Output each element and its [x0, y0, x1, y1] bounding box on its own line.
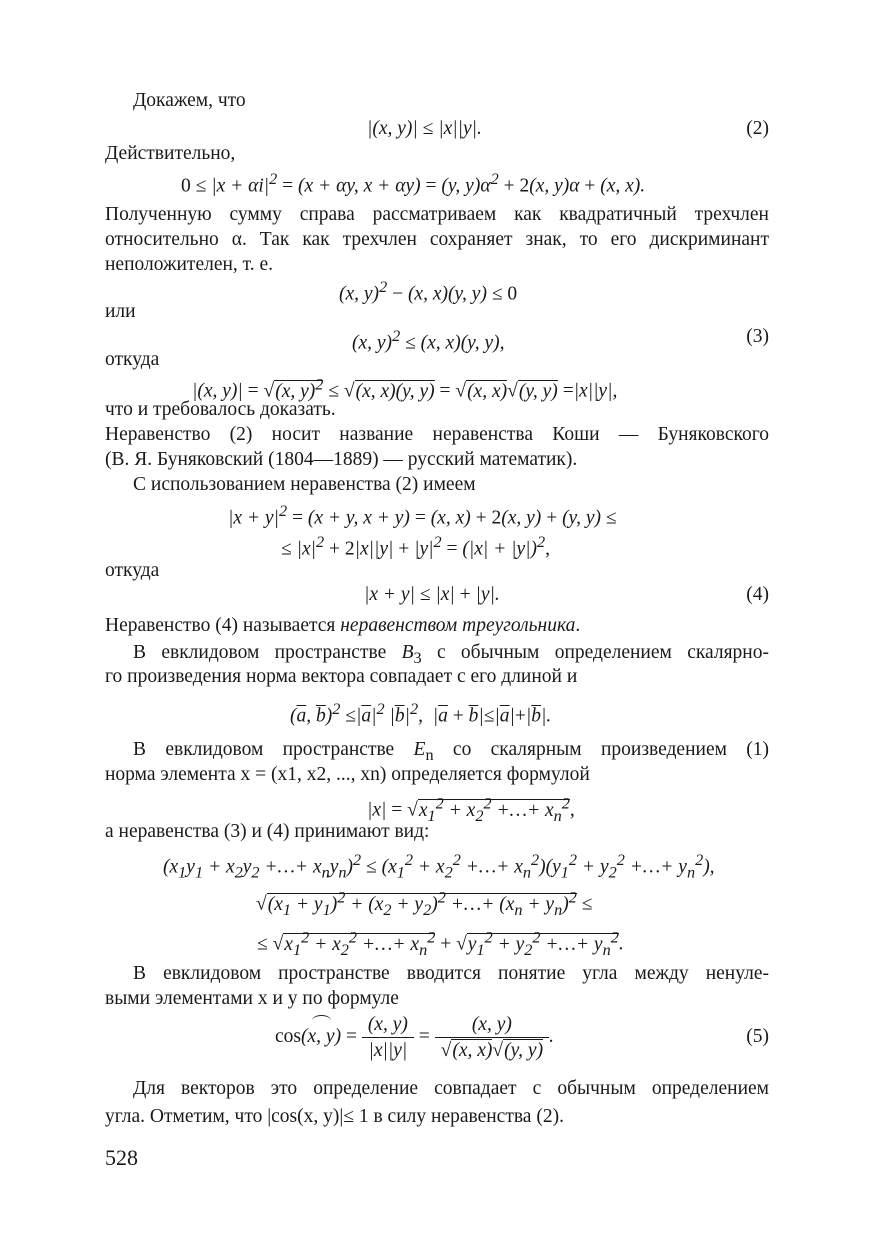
- text-line: В евклидовом пространстве $B_3$ с обычным определением скалярно-: [133, 642, 769, 667]
- text-line: откуда: [105, 560, 160, 581]
- formula-euclidean-norm: $|x| = √x_1^2 + x_2^2$ +…+ $x_n^2$,: [367, 794, 575, 825]
- text-line: С использованием неравенства (2) имеем: [133, 474, 476, 495]
- formula-angle-cosine: cos(x, y) = $\frac{(x, y)}{|x||y|}$ = $\frac{(x, y)}{√(x, x)√(y, y)}$ .: [275, 1014, 554, 1061]
- text-line: Неравенство (2) носит название неравенства Коши — Буняковского: [105, 424, 769, 445]
- text-line: что и требовалось доказать.: [105, 399, 336, 420]
- text-line: В евклидовом пространстве вводится понятие угла между ненуле-: [133, 963, 769, 984]
- text-line: го произведения норма вектора совпадает с его длиной и: [105, 666, 578, 687]
- text-line: или: [105, 301, 136, 322]
- formula-inequality-3: (x, y)$^2$ ≤ (x, x)(y, y),: [352, 327, 505, 354]
- formula-triangle-coordinates-2: ≤ $√x_1^2 + x_2^2$ +…+ $x_n^2 + √y_1^2 + y_2^2$ +…+ $y_n^2$.: [257, 928, 624, 959]
- text-line: а неравенства (3) и (4) принимают вид:: [105, 821, 430, 842]
- equation-number: (4): [746, 584, 769, 605]
- formula-sum-norm-2: ≤ $|x|^2 + 2|x||y| + |y|^2 = (|x| + |y|)^2$,: [281, 533, 551, 560]
- formula-norm-expansion: $0 \le |x + \alpha i|^2 = (x + \alpha y$, x + αy) = (y, $y)\alpha^2 + 2(x$, y)α + (x, x).: [181, 170, 646, 197]
- text-line: неположителен, т. е.: [105, 254, 274, 275]
- page-number: 528: [105, 1145, 138, 1170]
- text-line: норма элемента x = (x1, x2, ..., xn) определяется формулой: [105, 764, 590, 785]
- text-line: В евклидовом пространстве $E_n$ со скалярным произведением (1): [133, 739, 770, 764]
- formula-sqrt-chain: |(x, y)| = √(x, y)$^2$ ≤ √(x, x)(y, y) = √(x, x)√(y, y) =|x||y|,: [192, 375, 618, 402]
- formula-triangle-coordinates-1: $√(x_1 + y_1)^2 + (x_2 + y_2)^2$ +…+ $(x_n + y_n)^2$ ≤: [256, 888, 593, 919]
- text-line: Неравенство (4) называется неравенством треугольника.: [105, 615, 581, 636]
- text-line: относительно α. Так как трехчлен сохраняет знак, то его дискриминант: [105, 229, 769, 250]
- text-line: Действительно,: [105, 143, 236, 164]
- formula-cauchy-coordinates: ($x_1y_1 + x_2y_2$ +…+ $x_ny_n)^2 \le (x_1^2 + x_2^2$ +…+ $x_n^2)(y_1^2 + y_2^2$ +…+ $y_n^2$),: [163, 851, 715, 882]
- equation-number: (5): [746, 1026, 769, 1047]
- formula-vector-inequalities: ($\overline{a}$, $\overline{b})^2 \le|\overline{a}|^2$ $|\overline{b}|^2$, $|\overline{a} + \overline{b}|\le|\overline{a}|+|\overline{b}|$.: [290, 700, 552, 727]
- equation-number: (3): [746, 326, 769, 347]
- text-line: откуда: [105, 349, 160, 370]
- text-line: угла. Отметим, что |cos(x, y)|≤ 1 в силу неравенства (2).: [105, 1106, 564, 1127]
- formula-cauchy-inequality: |(x, y)| ≤ |x||y|.: [367, 118, 482, 139]
- text-line: Для векторов это определение совпадает с обычным определением: [133, 1078, 769, 1099]
- formula-triangle-inequality: |x + y| ≤ |x| + |y|.: [364, 584, 500, 605]
- text-line: Докажем, что: [133, 90, 246, 111]
- text-line: (В. Я. Буняковский (1804—1889) — русский математик).: [105, 449, 578, 470]
- equation-number: (2): [746, 118, 769, 139]
- formula-sum-norm-1: $|x + y|^2 = (x + y$, x + y) = (x, x) + 2(x, y) + (y, y) ≤: [228, 502, 617, 529]
- formula-discriminant: (x, y)$^2$ − (x, x)(y, y) ≤ 0: [339, 278, 518, 305]
- text-line: выми элементами x и y по формуле: [105, 988, 399, 1009]
- text-line: Полученную сумму справа рассматриваем как квадратичный трехчлен: [105, 204, 769, 225]
